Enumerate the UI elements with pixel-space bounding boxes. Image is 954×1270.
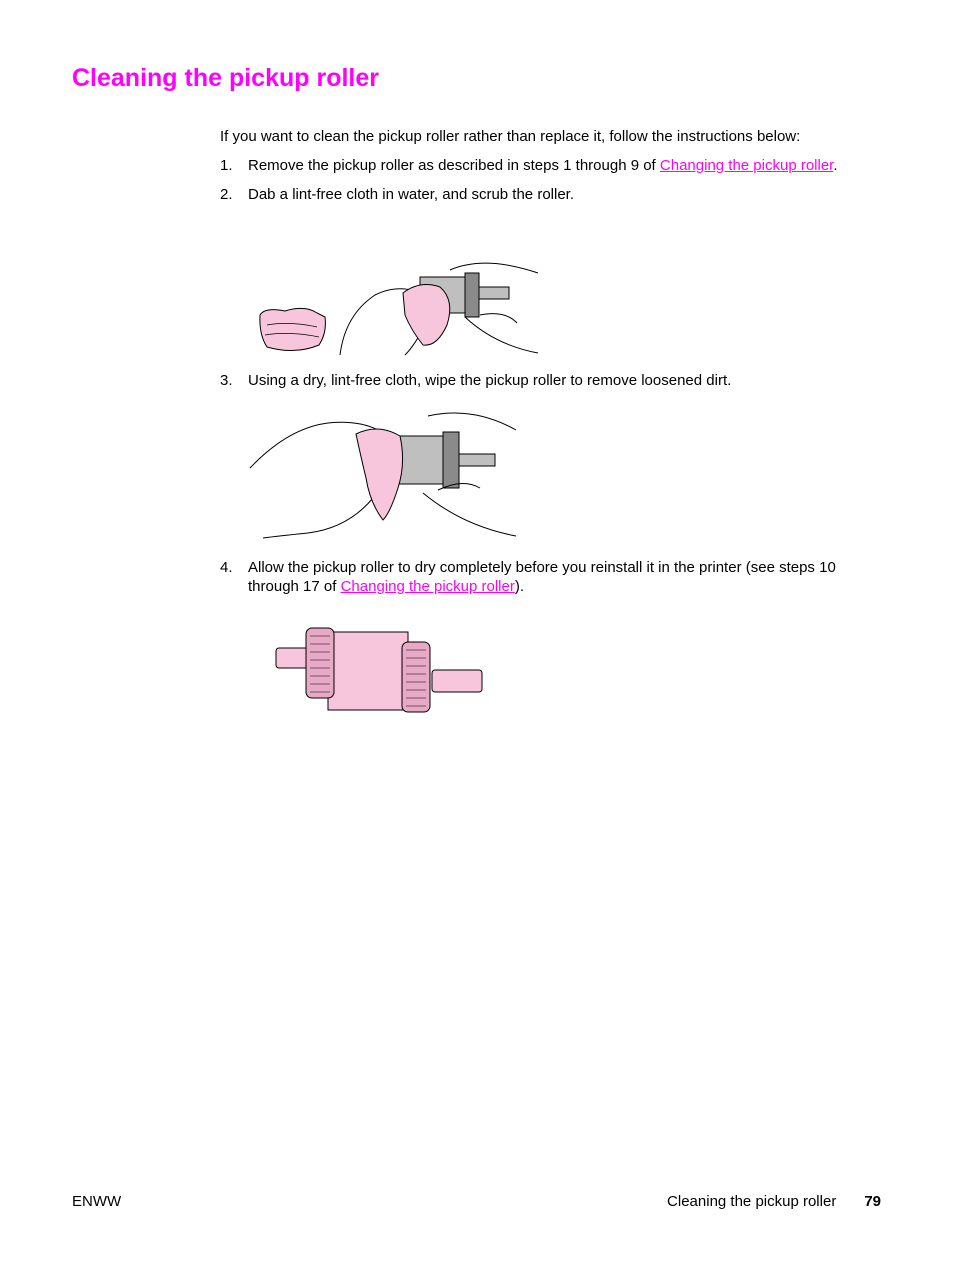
page-title: Cleaning the pickup roller (72, 64, 379, 92)
step-number: 2. (220, 186, 233, 203)
footer-left: ENWW (72, 1193, 122, 1210)
pickup-roller-icon (276, 628, 482, 712)
step-text: Remove the pickup roller as described in steps 1 through 9 of Changing the pickup roller. (248, 157, 838, 174)
scrub-roller-illustration (255, 255, 545, 360)
folded-cloth-icon (260, 308, 326, 350)
step-text: Using a dry, lint-free cloth, wipe the pickup roller to remove loosened dirt. (248, 372, 732, 389)
page-number: 79 (864, 1193, 881, 1210)
roller-icon (398, 432, 495, 488)
changing-pickup-roller-link[interactable]: Changing the pickup roller (659, 157, 834, 174)
step-number: 3. (220, 372, 233, 389)
clean-roller-illustration (272, 622, 487, 717)
intro-text: If you want to clean the pickup roller rather than replace it, follow the instructions below: (220, 128, 801, 145)
step-text: Allow the pickup roller to dry completely before you reinstall it in the printer (see steps 10 through 17 of Changing the pickup roller). (248, 559, 836, 595)
wipe-roller-illustration (248, 408, 520, 540)
footer-right (667, 1193, 881, 1210)
changing-pickup-roller-link[interactable]: Changing the pickup roller (340, 578, 515, 595)
step-number: 1. (220, 157, 233, 174)
step-number: 4. (220, 559, 233, 576)
footer-section: Cleaning the pickup roller (667, 1193, 837, 1210)
step-text: Dab a lint-free cloth in water, and scrub the roller. (248, 186, 575, 203)
